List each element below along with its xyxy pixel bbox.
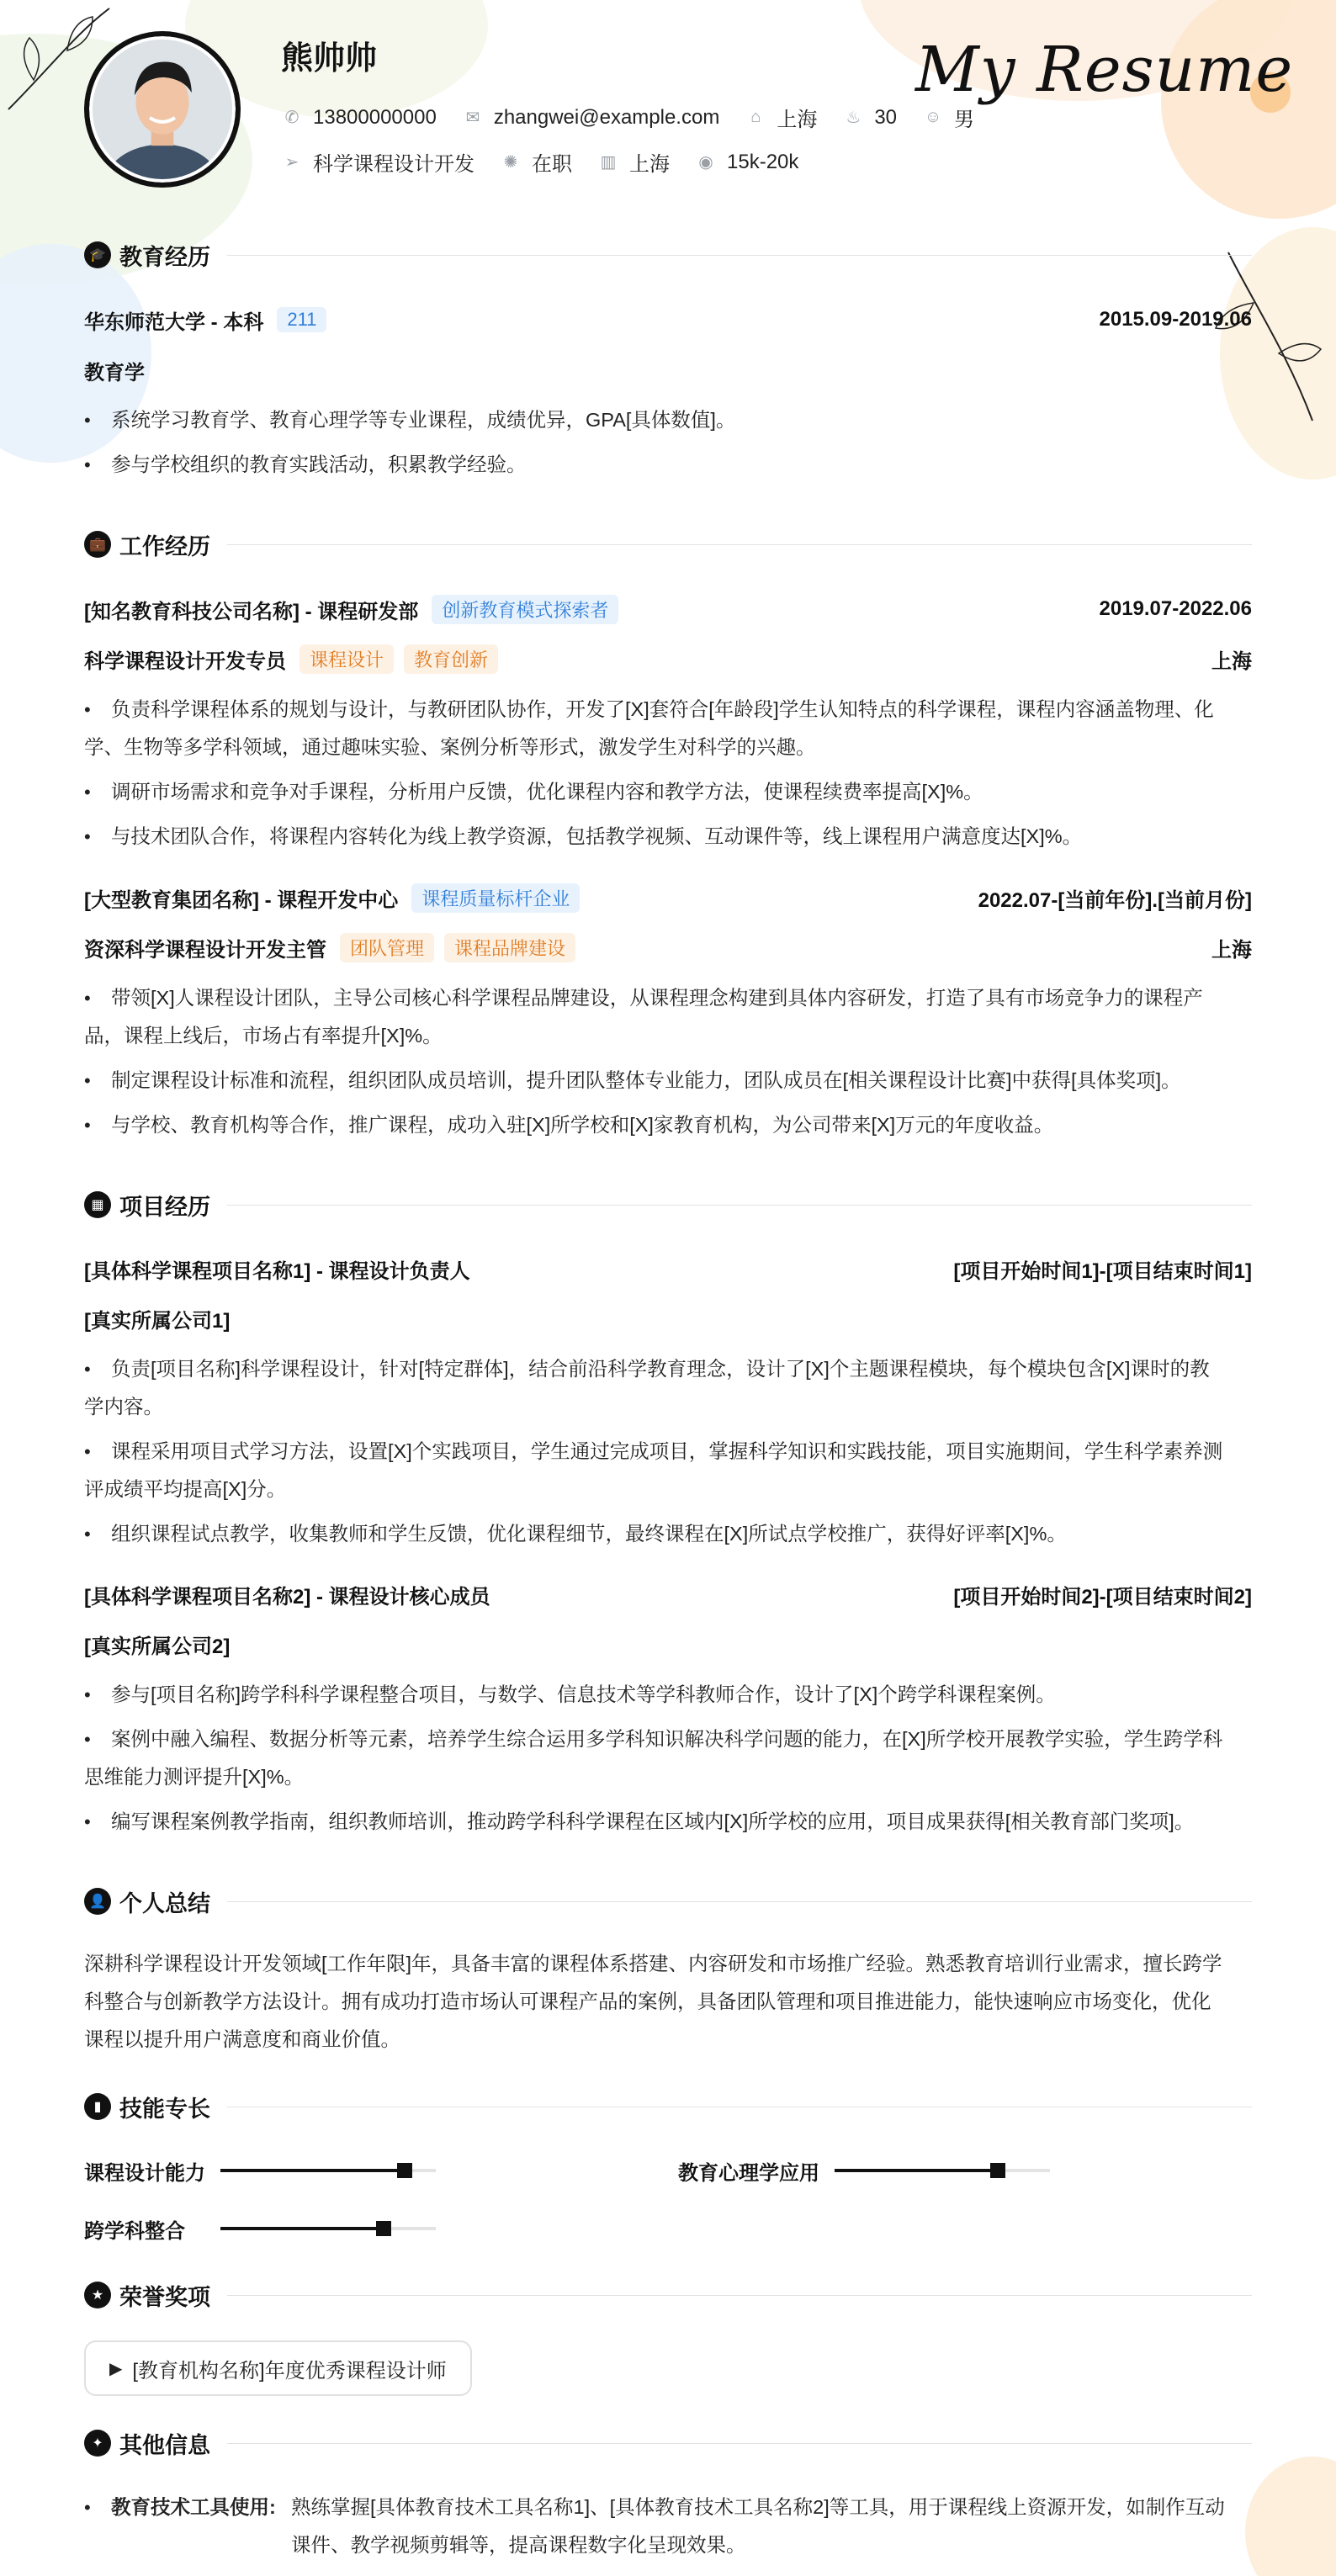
list-item: • 与学校、教育机构等合作，推广课程，成功入驻[X]所学校和[X]家教育机构，为公司带来[X]万元的年度收益。 — [84, 1114, 1054, 1136]
role-text: 科学课程设计开发 — [313, 153, 474, 176]
project-name: [具体科学课程项目名称1] - 课程设计负责人 — [84, 1259, 470, 1283]
divider — [227, 2443, 1252, 2444]
projects-section-header — [84, 1190, 1252, 1220]
age-item — [842, 106, 897, 130]
major: 教育学 — [84, 361, 145, 384]
role-title: 资深科学课程设计开发主管 — [84, 938, 326, 962]
list-item: • 编写课程案例教学指南，组织教师培训，推动跨学科科学课程在区域内[X]所学校的应用，项目成果获得[相关教育部门奖项]。 — [84, 1810, 1195, 1832]
graduation-cap-icon: 🎓 — [84, 241, 111, 268]
city-text: 上海 — [777, 109, 818, 131]
project-company: [真实所属公司1] — [84, 1309, 231, 1333]
project-date: [项目开始时间2]-[项目结束时间2] — [953, 1585, 1252, 1609]
gender-text: 男 — [954, 109, 975, 131]
skills-title: 技能专长 — [119, 2096, 210, 2122]
other-label: 教育技术工具使用: — [111, 2496, 276, 2518]
salary-text: 15k-20k — [727, 150, 799, 173]
home-icon: ⌂ — [750, 108, 761, 126]
candidate-name: 熊帅帅 — [281, 41, 378, 77]
skill-level — [835, 2169, 990, 2172]
other-text: 熟练掌握[具体教育技术工具名称1]、[具体教育技术工具名称2]等工具，用于课程线上资源开发，如制作互动 课件、教学视频剪辑等，提高课程数字化呈现效果。 — [291, 2496, 1225, 2556]
project-2-company — [84, 1627, 1252, 1661]
company-name: [知名教育科技公司名称] - 课程研发部 — [84, 600, 419, 623]
bar-chart-icon: ▮ — [84, 2093, 111, 2120]
role-tag: 课程设计 — [300, 644, 394, 674]
skill-knob — [376, 2221, 391, 2236]
work-2-role — [84, 930, 1252, 964]
work-section-header — [84, 529, 1252, 559]
company-tag: 创新教育模式探索者 — [432, 595, 618, 624]
target-city-item — [597, 147, 670, 177]
status-text: 在职 — [532, 153, 572, 176]
role-tag: 教育创新 — [404, 644, 498, 674]
target-city-text: 上海 — [629, 153, 670, 176]
role-tag: 课程品牌建设 — [444, 933, 575, 962]
education-section-header — [84, 240, 1252, 270]
skill-name: 课程设计能力 — [84, 2162, 205, 2185]
education-row — [84, 303, 1252, 337]
skill-level — [220, 2227, 376, 2230]
divider — [227, 544, 1252, 545]
skill-knob — [990, 2163, 1005, 2178]
skill-knob — [397, 2163, 412, 2178]
resume-title: My Resume — [915, 34, 1294, 106]
project-1-company — [84, 1301, 1252, 1335]
work-date: 2022.07-[当前年份].[当前月份] — [978, 888, 1252, 912]
project-date: [项目开始时间1]-[项目结束时间1] — [953, 1259, 1252, 1283]
caret-right-icon: ▶ — [109, 2359, 123, 2378]
status-item — [500, 147, 572, 177]
project-company: [真实所属公司2] — [84, 1635, 231, 1658]
list-item: • 负责科学课程体系的规划与设计，与教研团队协作，开发了[X]套符合[年龄段]学生认知特点的科学课程，课程内容涵盖物理、化 学、生物等多学科领域，通过趣味实验、案例分析等形式，激发学生对科学的兴趣。 — [84, 698, 1214, 758]
other-title: 其他信息 — [119, 2432, 210, 2458]
awards-title: 荣誉奖项 — [119, 2284, 210, 2310]
summary-title: 个人总结 — [119, 1890, 210, 1916]
contact-row — [281, 103, 999, 132]
work-1-bullets — [84, 691, 1252, 856]
list-item: • 调研市场需求和竞争对手课程，分析用户反馈，优化课程内容和教学方法，使课程续费率提高[X]%。 — [84, 781, 983, 803]
list-item: • 课程采用项目式学习方法，设置[X]个实践项目，学生通过完成项目，掌握科学知识和实践技能，项目实施期间，学生科学素养测 评成绩平均提高[X]分。 — [84, 1440, 1223, 1500]
list-item: • 案例中融入编程、数据分析等元素，培养学生综合运用多学科知识解决科学问题的能力，在[X]所学校开展教学实验，学生跨学科 思维能力测评提升[X]%。 — [84, 1728, 1223, 1788]
divider — [227, 1901, 1252, 1902]
summary-text: 深耕科学课程设计开发领域[工作年限]年，具备丰富的课程体系搭建、内容研发和市场推广经验。熟悉教育培训行业需求，擅长跨学 科整合与创新教学方法设计。拥有成功打造市场认可课程产品的案例，具备团队管理和项目推进能力，能快速响应市场变化，优化 课程以提升用户满意度和商业价值。 — [84, 1953, 1222, 2050]
send-icon: ➢ — [284, 153, 300, 172]
gender-icon: ☺ — [924, 108, 942, 126]
email-item — [462, 106, 720, 130]
work-1-role — [84, 642, 1252, 676]
work-2-header — [84, 881, 1252, 914]
divider — [227, 1205, 1252, 1206]
project-1-bullets — [84, 1350, 1252, 1553]
mail-icon: ✉ — [465, 109, 480, 127]
age-text: 30 — [874, 105, 898, 129]
briefcase-icon: 💼 — [84, 531, 111, 558]
award-icon: ★ — [84, 2282, 111, 2308]
other-item: • 教育技术工具使用: 熟练掌握[具体教育技术工具名称1]、[具体教育技术工具名称2]等工具，用于课程线上资源开发，如制作互动 课件、教学视频剪辑等，提高课程数字化呈现效果。 — [84, 2489, 1252, 2564]
work-location: 上海 — [1211, 938, 1252, 962]
coin-icon: ◉ — [698, 153, 713, 172]
phone-item — [281, 106, 437, 130]
user-icon: 👤 — [84, 1888, 111, 1915]
skills-section-header — [84, 2091, 1252, 2122]
work-date: 2019.07-2022.06 — [1099, 597, 1252, 620]
intent-row — [281, 147, 824, 177]
major-row — [84, 353, 1252, 387]
avatar-portrait — [93, 40, 232, 179]
education-date: 2015.09-2019.06 — [1099, 308, 1252, 331]
education-title: 教育经历 — [119, 244, 210, 270]
list-item: • 组织课程试点教学，收集教师和学生反馈，优化课程细节，最终课程在[X]所试点学校推广，获得好评率[X]%。 — [84, 1523, 1067, 1545]
skill-name: 跨学科整合 — [84, 2220, 185, 2243]
role-title: 科学课程设计开发专员 — [84, 649, 286, 673]
skill-name: 教育心理学应用 — [678, 2162, 819, 2185]
divider — [227, 2295, 1252, 2296]
awards-section-header — [84, 2280, 1252, 2310]
divider — [227, 255, 1252, 256]
projects-title: 项目经历 — [119, 1194, 210, 1220]
project-1-header — [84, 1252, 1252, 1285]
company-tag: 课程质量标杆企业 — [411, 883, 580, 913]
summary-section-header — [84, 1886, 1252, 1916]
school-name: 华东师范大学 - 本科 — [84, 310, 264, 334]
award-text: [教育机构名称]年度优秀课程设计师 — [132, 2359, 447, 2383]
list-item: • 带领[X]人课程设计团队，主导公司核心科学课程品牌建设，从课程理念构建到具体内容研发，打造了具有市场竞争力的课程产 品，课程上线后，市场占有率提升[X]%。 — [84, 987, 1203, 1047]
city-item — [745, 103, 817, 132]
school-tag: 211 — [277, 307, 326, 332]
gender-item — [922, 103, 974, 132]
project-2-bullets — [84, 1676, 1252, 1841]
work-1-header — [84, 592, 1252, 626]
info-icon: ✦ — [84, 2430, 111, 2457]
work-location: 上海 — [1211, 649, 1252, 673]
role-tag: 团队管理 — [340, 933, 434, 962]
salary-item — [695, 151, 798, 174]
list-item: • 参与学校组织的教育实践活动，积累教学经验。 — [84, 453, 527, 475]
phone-icon: ✆ — [284, 109, 300, 127]
project-name: [具体科学课程项目名称2] - 课程设计核心成员 — [84, 1585, 490, 1609]
email-text: zhangwei@example.com — [493, 105, 720, 129]
list-item: • 与技术团队合作，将课程内容转化为线上教学资源，包括教学视频、互动课件等，线上课程用户满意度达[X]%。 — [84, 825, 1083, 847]
avatar — [84, 31, 241, 188]
skill-level — [220, 2169, 397, 2172]
list-item: • 系统学习教育学、教育心理学等专业课程，成绩优异，GPA[具体数值]。 — [84, 409, 736, 431]
status-icon: ✺ — [503, 153, 518, 172]
other-section-header — [84, 2428, 1252, 2458]
award-item[interactable] — [84, 2340, 472, 2396]
work-title: 工作经历 — [119, 533, 210, 559]
education-bullets — [84, 401, 1252, 484]
list-item: • 制定课程设计标准和流程，组织团队成员培训，提升团队整体专业能力，团队成员在[相关课程设计比赛]中获得[具体奖项]。 — [84, 1069, 1181, 1091]
company-name: [大型教育集团名称] - 课程开发中心 — [84, 888, 399, 912]
role-item — [281, 147, 474, 177]
list-item: • 负责[项目名称]科学课程设计，针对[特定群体]，结合前沿科学教育理念，设计了[X]个主题课程模块，每个模块包含[X]课时的教 学内容。 — [84, 1358, 1210, 1418]
work-2-bullets — [84, 979, 1252, 1144]
phone-text: 13800000000 — [313, 105, 437, 129]
list-item: • 参与[项目名称]跨学科科学课程整合项目，与数学、信息技术等学科教师合作，设计了[X]个跨学科课程案例。 — [84, 1683, 1056, 1705]
project-2-header — [84, 1577, 1252, 1611]
grid-icon: ▦ — [84, 1191, 111, 1218]
building-icon: ▥ — [600, 153, 617, 172]
cake-icon: ♨ — [846, 109, 862, 127]
